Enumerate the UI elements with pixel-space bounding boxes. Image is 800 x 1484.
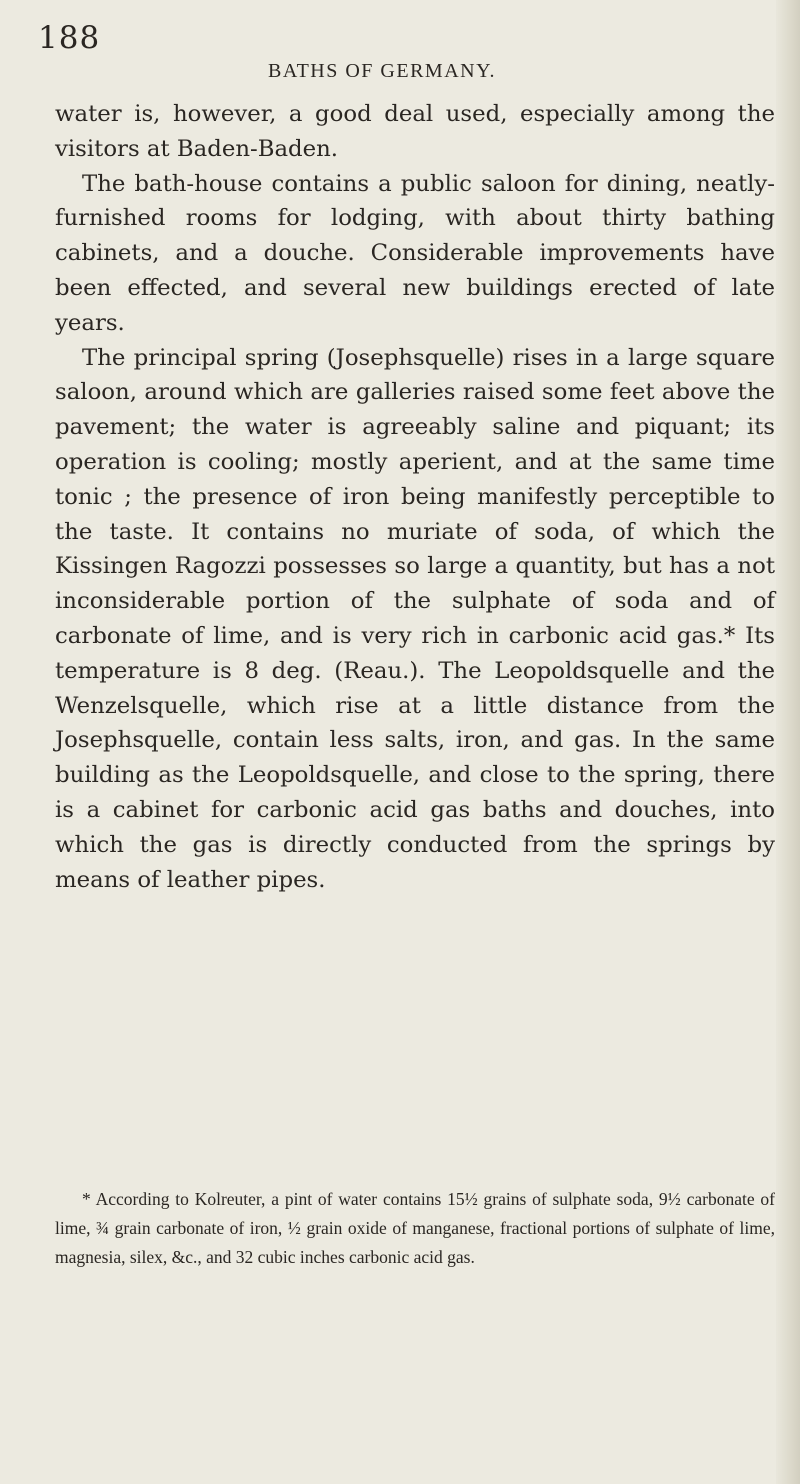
running-head [38, 20, 768, 80]
body-text [55, 97, 775, 897]
paragraph-continuation: water is, however, a good deal used, especially among the visitors at Baden-Baden. [55, 101, 775, 162]
page-edge-shadow [776, 0, 800, 1484]
paragraph-bath-house: The bath-house contains a public saloon for dining, neatly-furnished rooms for lodging, with about thirty bathing cabinets, and a douche. Considerable improvements have been effected, and several new buildings erected of late years. [55, 170, 775, 336]
paragraph-principal-spring: The principal spring (Josephsquelle) rises in a large square saloon, around which are galleries raised some feet above the pavement; the water is agreeably saline and piquant; its operation is cooling; mostly aperient, and at the same time tonic ; the presence of iron being manifestly perceptible to the taste. It contains no muriate of soda, of which the Kissingen Ragozzi possesses so large a quantity, but has a not inconsiderable portion of the sulphate of soda and of carbonate of lime, and is very rich in carbonic acid gas.* Its temperature is 8 deg. (Reau.). The Leopoldsquelle and the Wenzelsquelle, which rise at a little distance from the Josephsquelle, contain less salts, iron, and gas. In the same building as the Leopoldsquelle, and close to the spring, there is a cabinet for carbonic acid gas baths and douches, into which the gas is directly conducted from the springs by means of leather pipes. [55, 344, 775, 893]
page-number: 188 [38, 20, 101, 56]
running-title: BATHS OF GERMANY. [268, 60, 496, 82]
footnote: * According to Kolreuter, a pint of water contains 15½ grains of sulphate soda, 9½ carbonate of lime, ¾ grain carbonate of iron, ½ grain oxide of manganese, fractional portions of sulphate of lime, magnesia, silex, &c., and 32 cubic inches carbonic acid gas. [55, 1189, 775, 1267]
